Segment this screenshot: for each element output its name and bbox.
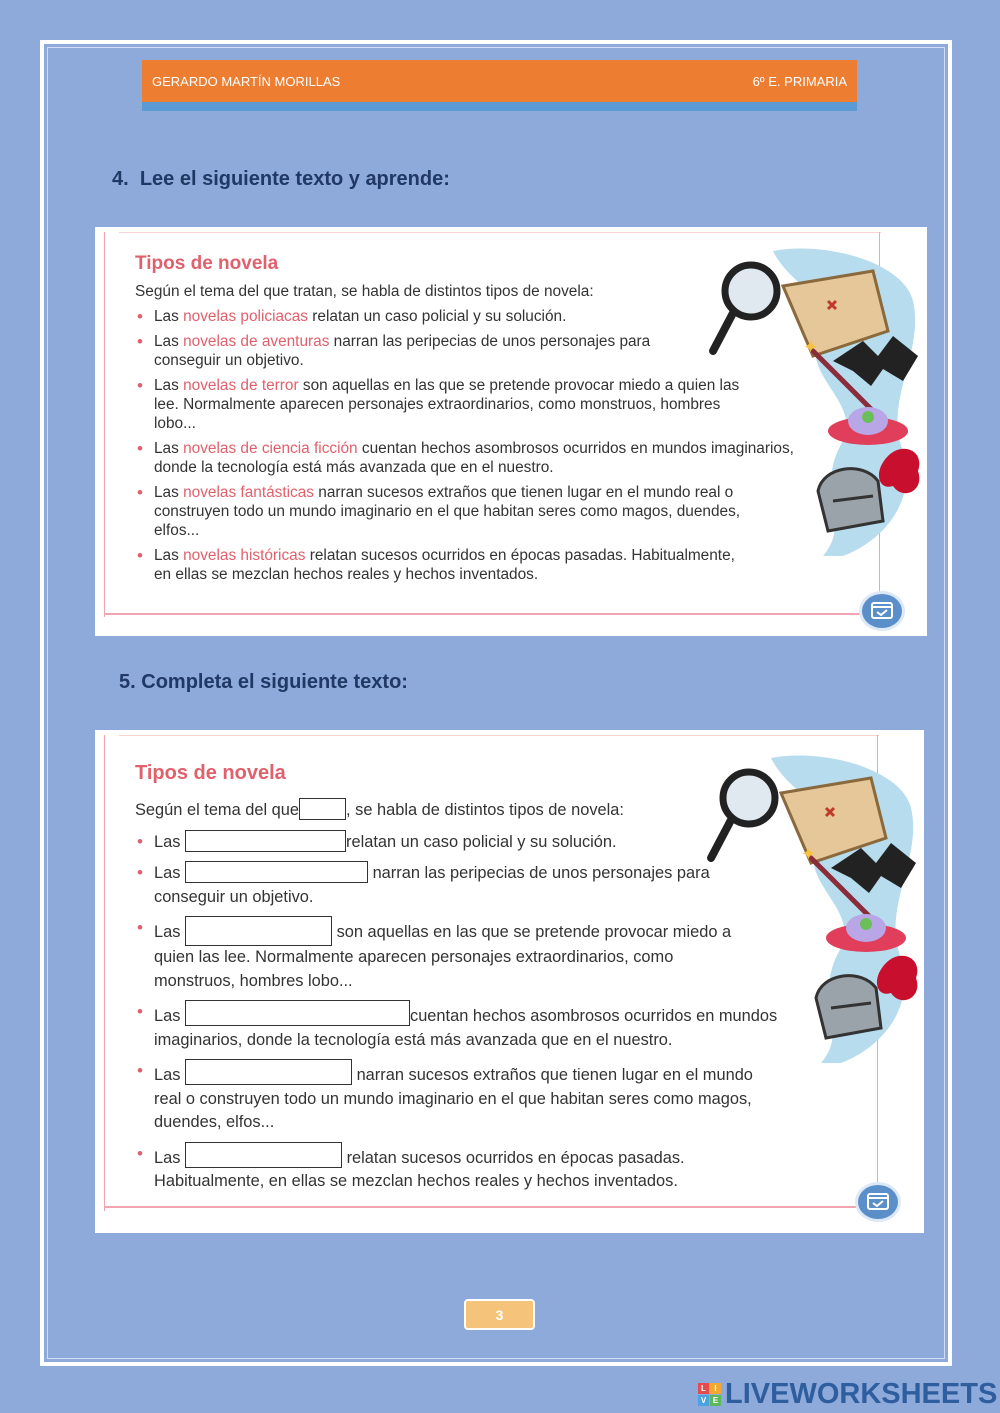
- section-5-text: Completa el siguiente texto:: [141, 671, 408, 693]
- header-bar: [142, 60, 857, 102]
- calendar-check-icon: [862, 594, 902, 628]
- list-item: • Las novelas de ciencia ficción cuentan hechos asombrosos ocurridos en mundos imaginarios, donde la tecnología está más avanzada que en el nuestro.: [135, 439, 814, 477]
- calendar-check-button[interactable]: [855, 1182, 901, 1222]
- exercise-panel: [95, 730, 924, 1233]
- novel-type-term: novelas policiacas: [183, 308, 308, 325]
- section-5-number: 5.: [119, 671, 136, 693]
- liveworksheets-brand: [698, 1376, 997, 1412]
- novel-type-term: novelas históricas: [183, 547, 306, 564]
- list-item: • Las narran las peripecias de unos personajes para conseguir un objetivo.: [135, 861, 729, 909]
- list-item: • Las novelas fantásticas narran sucesos extraños que tienen lugar en el mundo real o construyen todo un mundo imaginario en el que habitan seres como magos, duendes, elfos...: [135, 483, 774, 540]
- list-item: • Las relatan un caso policial y su solución.: [135, 830, 795, 855]
- blank-input-1[interactable]: [185, 830, 346, 852]
- section-5-title: [119, 671, 408, 694]
- list-item: • Las narran sucesos extraños que tienen lugar en el mundo real o construyen todo un mundo imaginario en el que habitan seres como magos, duendes, elfos...: [135, 1059, 769, 1135]
- list-item: • Las novelas históricas relatan sucesos ocurridos en épocas pasadas. Habitualmente, en ellas se mezclan hechos reales y hechos inventados.: [135, 546, 754, 584]
- reading-intro: Según el tema del que tratan, se habla de distintos tipos de novela:: [135, 283, 594, 300]
- blank-input-2[interactable]: [185, 861, 368, 883]
- liveworksheets-logo-icon: L I V E: [698, 1383, 721, 1406]
- exercise-title: Tipos de novela: [135, 762, 286, 784]
- reading-list: [135, 307, 794, 584]
- list-item: • Las novelas policiacas relatan un caso policial y su solución.: [135, 307, 765, 326]
- brand-text: LIVEWORKSHEETS: [725, 1377, 998, 1410]
- list-item: • Las son aquellas en las que se pretende provocar miedo a quien las lee. Normalmente aparecen personajes extraordinarios, como monstruos, hombres lobo...: [135, 916, 754, 993]
- section-4-text: Lee el siguiente texto y aprende:: [139, 168, 450, 190]
- section-4-title: [112, 168, 450, 191]
- blank-input-3[interactable]: [185, 916, 332, 946]
- blank-input-4[interactable]: [185, 1000, 410, 1026]
- novel-illustration-2: [701, 748, 923, 1068]
- blank-input-intro[interactable]: [299, 798, 346, 820]
- novel-illustration: [703, 241, 925, 561]
- exercise-list: [135, 830, 795, 1194]
- list-item: • Las novelas de aventuras narran las peripecias de unos personajes para conseguir un objetivo.: [135, 332, 714, 370]
- blank-input-6[interactable]: [185, 1142, 342, 1168]
- magnifying-glass-icon: [713, 265, 777, 351]
- list-item: • Las relatan sucesos ocurridos en épocas pasadas. Habitualmente, en ellas se mezclan hechos reales y hechos inventados.: [135, 1142, 754, 1194]
- page-number: 3: [464, 1299, 535, 1330]
- header-accent-line: [142, 102, 857, 111]
- reading-title: Tipos de novela: [135, 253, 279, 274]
- reading-panel: [95, 227, 927, 636]
- novel-type-term: novelas de terror: [183, 377, 299, 394]
- header-grade: 6º E. PRIMARIA: [752, 73, 847, 89]
- list-item: • Las novelas de terror son aquellas en las que se pretende provocar miedo a quien las lee. Normalmente aparecen personajes extraordinarios, como monstruos, hombres lobo...: [135, 376, 754, 433]
- novel-type-term: novelas de ciencia ficción: [183, 440, 358, 457]
- magnifying-glass-icon: [711, 772, 775, 858]
- novel-type-term: novelas fantásticas: [183, 484, 314, 501]
- section-4-number: 4.: [112, 168, 129, 190]
- blank-input-5[interactable]: [185, 1059, 352, 1085]
- knight-helmet-icon: [816, 976, 881, 1038]
- calendar-check-icon: [858, 1185, 898, 1219]
- svg-text:✦: ✦: [801, 844, 817, 864]
- list-item: • Las cuentan hechos asombrosos ocurridos en mundos imaginarios, donde la tecnología está más avanzada que en el nuestro.: [135, 1000, 814, 1052]
- header-author: GERARDO MARTÍN MORILLAS: [152, 73, 341, 89]
- novel-type-term: novelas de aventuras: [183, 333, 330, 350]
- calendar-check-button[interactable]: [859, 591, 905, 631]
- exercise-intro: Según el tema del que , se habla de distintos tipos de novela:: [135, 798, 795, 823]
- svg-text:✦: ✦: [803, 337, 819, 357]
- knight-helmet-icon: [818, 469, 883, 531]
